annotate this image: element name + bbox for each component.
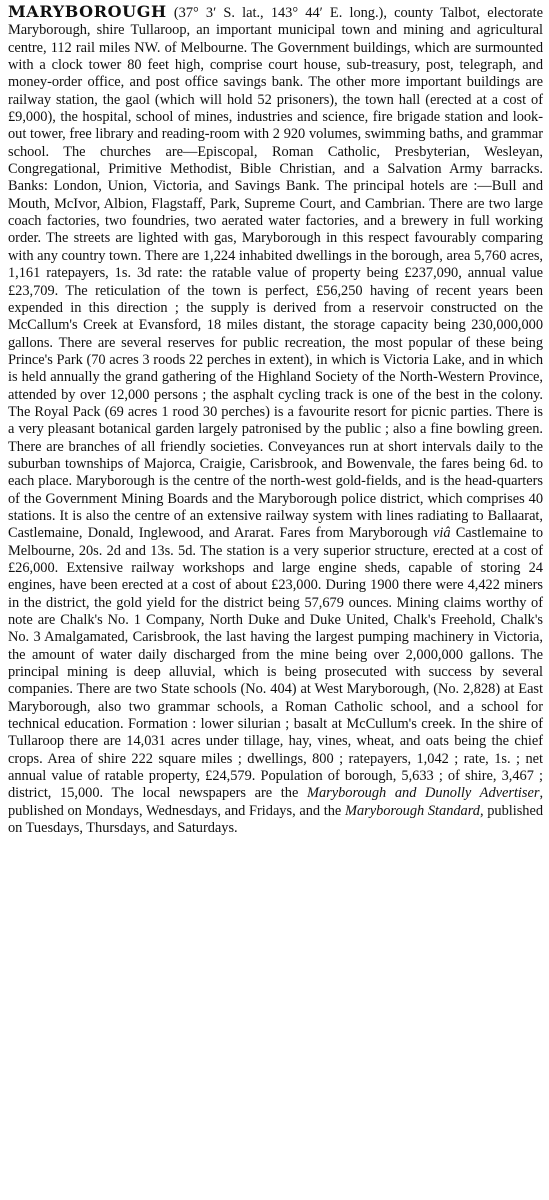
entry-text: , county Talbot, electorate Maryborough, shire Tullaroop, an important municipal town and mining and agricultural centre, 112 rail miles NW. of Melbourne. The Government buildings, which are surmounted with a clock tower 80 feet high, comprise court house, sub-treasury, post, telegraph, and money-order office, and post office savings bank. The other more important buildings are railway station, the gaol (which will hold 52 prisoners), the town hall (erected at a cost of £9,000), the hospital, school of mines, industries and science, fire brigade station and look-out tower, free library and reading-room with 2 920 volumes, swimming baths, and grammar school. The churches are—Episcopal, Roman Catholic, Presbyterian, Wesleyan, Congregational, Primitive Methodist, Bible Christian, and a Salvation Army barracks. Banks: London, Union, Victoria, and Savings Bank. The principal hotels are :—Bull and Mouth, McIvor, Albion, Flagstaff, Park, Supreme Court, and Cambrian. There are two large coach factories, two foundries, two aerated water factories, and a brewery in full working order. The streets are lighted with gas, Maryborough in this respect favourably comparing with any country town. There are 1,224 inhabited dwellings in the borough, area 5,760 acres, 1,161 ratepayers, 1s. 3d rate: the ratable value of property being £237,090, annual value £23,709. The reticulation of the town is perfect, £56,250 having of recent years been expended in this direction ; the supply is derived from a reservoir constructed on the McCallum's Creek at Evansford, 18 miles distant, the storage capacity being 230,000,000 gallons. There are several reserves for public recreation, the most popular of these being Prince's Park (70 acres 3 roods 22 perches in extent), in which is Victoria Lake, and in which is held annually the grand gathering of the Highland Society of the North-Western Province, attended by over 12,000 persons ; the asphalt cycling track is one of the best in the colony. The Royal Pack (69 acres 1 rood 30 perches) is a favourite resort for picnic parties. There is a very pleasant botanical garden largely patronised by the public ; also a fine bowling green. There are branches of all friendly societies. Conveyances run at short intervals daily to the suburban townships of Majorca, Craigie, Carisbrook, and Bowenvale, the fares being 6d. to each place. Maryborough is the centre of the north-west gold-fields, and is the head-quarters of the Government Mining Boards and the Maryborough police district, which comprises 40 stations. It is also the centre of an extensive railway system with lines radiating to Ballaarat, Castlemaine, Donald, Inglewood, and Ararat. Fares from Maryborough bbox=[8, 5, 543, 542]
entry-coordinates: (37° 3′ S. lat., 143° 44′ E. long.) bbox=[166, 5, 384, 21]
entry-headword: MARYBOROUGH bbox=[8, 2, 167, 21]
entry-text-publishing: , published on Mondays, Wednesdays, and Fridays, and the bbox=[8, 785, 544, 819]
newspaper-title-standard: Maryborough Standard bbox=[344, 802, 480, 819]
entry-text-continued: Castlemaine to Melbourne, 20s. 2d and 13s. 5d. The station is a very superior structure, erected at a cost of £26,000. Extensive railway workshops and large engine sheds, capable of storing 24 engines, have been erected at a cost of about £23,000. During 1900 there were 4,422 miners in the district, the gold yield for the district being 57,679 ounces. Mining claims worthy of note are Chalk's No. 1 Company, North Duke and Duke United, Chalk's Freehold, Chalk's No. 3 Amalgamated, Carisbrook, the last having the largest pumping machinery in Victoria, the amount of water daily discharged from the mine being over 2,000,000 gallons. The principal mining is deep alluvial, which is being prosecuted with success by several companies. There are two State schools (No. 404) at West Maryborough, (No. 2,828) at East Maryborough, also two grammar schools, a Roman Catholic school, and a school for technical education. Formation : lower silurian ; basalt at McCullum's creek. In the shire of Tullaroop there are 14,031 acres under tillage, hay, vines, wheat, and oats being the chief crops. Area of shire 222 square miles ; dwellings, 800 ; ratepayers, 1,042 ; rate, 1s. ; net annual value of ratable property, £24,579. Population of borough, 5,633 ; of shire, 3,467 ; district, 15,000. The local newspapers are the bbox=[8, 525, 543, 802]
newspaper-title-advertiser: Maryborough and Dunolly Advertiser bbox=[307, 785, 540, 802]
via-word: viâ bbox=[432, 525, 451, 542]
maryborough-entry bbox=[8, 3, 543, 838]
entry-text-ending: , published on Tuesdays, Thursdays, and Saturdays. bbox=[8, 802, 544, 837]
